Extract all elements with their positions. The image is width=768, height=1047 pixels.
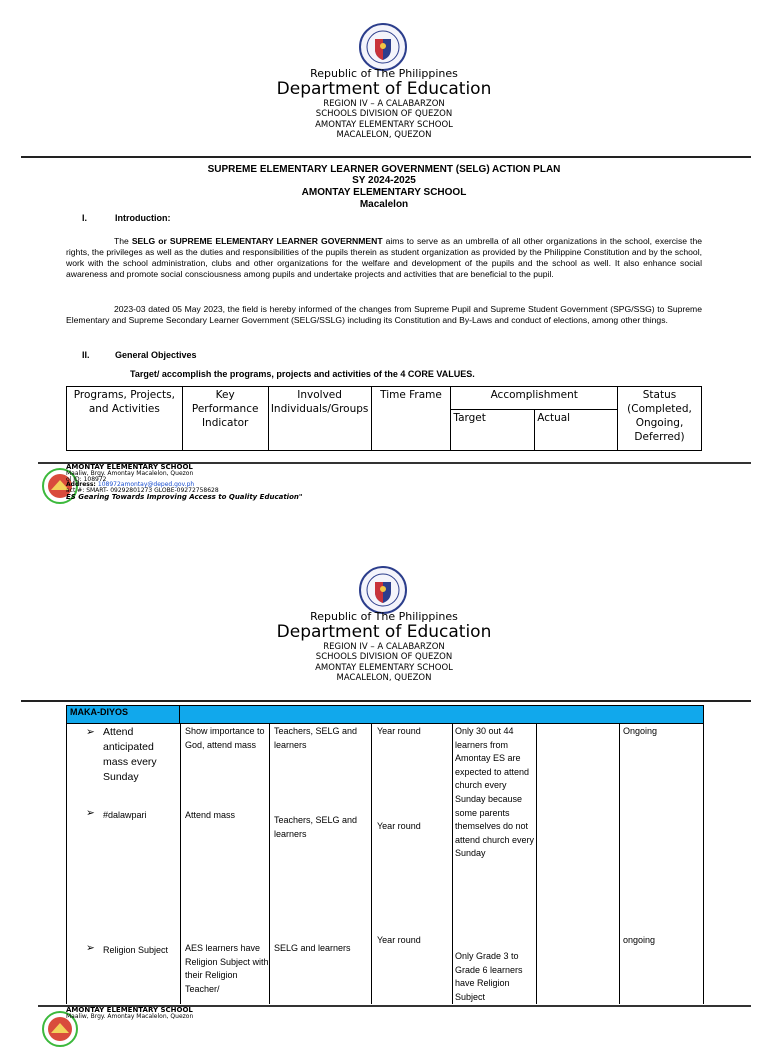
list-item: ➢ #dalawpari (86, 807, 147, 820)
target-cell: Only 30 out 44 learners from Amontay ES are expected to attend church every Sunday because some parents themselves do not attend church every Sunday (455, 726, 535, 859)
school-text: AMONTAY ELEMENTARY SCHOOL (315, 663, 453, 673)
footer-info (66, 463, 303, 501)
time-frame-cell: Year round (377, 821, 421, 831)
footer-address: Maaliw, Brgy. Amontay Macalelon, Quezon (66, 1013, 194, 1020)
time-frame-cell: Year round (377, 935, 421, 945)
page-1 (0, 0, 768, 520)
intro-heading: Introduction: (115, 213, 171, 223)
deped-seal-icon (358, 565, 408, 615)
objectives-target: Target/ accomplish the programs, projects and activities of the 4 CORE VALUES. (130, 369, 475, 379)
school-year: SY 2024-2025 (352, 175, 416, 186)
action-plan-header-table (66, 386, 702, 451)
footer-school-id: ol ID: 108972 (66, 475, 107, 483)
col-programs: Programs, Projects, and Activities (67, 387, 183, 451)
header-divider (21, 156, 751, 158)
department-title: Department of Education (276, 622, 492, 642)
bullet-arrow-icon: ➢ (86, 726, 95, 738)
footer-school-name: AMONTAY ELEMENTARY SCHOOL (66, 463, 193, 471)
deped-seal-icon (358, 22, 408, 72)
plan-title: SUPREME ELEMENTARY LEARNER GOVERNMENT (SELG) ACTION PLAN (207, 164, 561, 175)
col-target: Target (451, 410, 535, 451)
page-2 (0, 545, 768, 1024)
division-text: SCHOOLS DIVISION OF QUEZON (315, 109, 453, 119)
intro-paragraph-2: 2023-03 dated 05 May 2023, the field is hereby informed of the changes from Supreme Pupil and Supreme Student Government (SPG/SSG) to Supreme Elementary and Supreme Secondary Learner Government (SELG/SSLG) including its Constitution and By-Laws and conduct of elections, among other things. (66, 304, 702, 325)
col-involved: Involved Individuals/Groups (268, 387, 371, 451)
kpi-cell: Show importance to God, attend mass (185, 726, 265, 750)
list-item: ➢ Religion Subject (86, 942, 169, 955)
core-value-table (66, 705, 704, 1005)
target-cell: Only Grade 3 to Grade 6 learners have Religion Subject (455, 951, 523, 1002)
plan-town: Macalelon (359, 199, 409, 210)
col-actual: Actual (535, 410, 618, 451)
col-accomplishment: Accomplishment (451, 387, 618, 410)
region-text: REGION IV – A CALABARZON (323, 642, 445, 652)
footer-email-link[interactable]: 108972amontay@deped.gov.ph (97, 481, 195, 489)
involved-cell: Teachers, SELG and learners (274, 726, 358, 750)
republic-text: Republic of The Philippines (310, 610, 458, 623)
list-item: ➢ Attend anticipated mass every Sunday (86, 726, 157, 783)
section-number-2: II. (82, 350, 90, 360)
location-text: MACALELON, QUEZON (336, 673, 432, 683)
bullet-arrow-icon: ➢ (86, 807, 95, 819)
bullet-arrow-icon: ➢ (86, 942, 95, 954)
footer-school-name: AMONTAY ELEMENTARY SCHOOL (66, 1006, 193, 1014)
time-frame-cell: Year round (377, 726, 421, 736)
republic-text: Republic of The Philippines (310, 67, 458, 80)
plan-school: AMONTAY ELEMENTARY SCHOOL (301, 187, 467, 198)
kpi-cell: AES learners have Religion Subject with their Religion Teacher/ (185, 943, 269, 994)
kpi-cell: Attend mass (185, 810, 236, 820)
core-value-band (180, 705, 704, 724)
involved-cell: Teachers, SELG and learners (274, 815, 358, 839)
region-text: REGION IV – A CALABARZON (323, 99, 445, 109)
footer-address: Maaliw, Brgy. Amontay Macalelon, Quezon (66, 470, 194, 477)
location-text: MACALELON, QUEZON (336, 130, 432, 140)
division-text: SCHOOLS DIVISION OF QUEZON (315, 652, 453, 662)
school-text: AMONTAY ELEMENTARY SCHOOL (315, 120, 453, 130)
col-kpi: Key Performance Indicator (182, 387, 268, 451)
col-status: Status (Completed, Ongoing, Deferred) (618, 387, 702, 451)
section-number-1: I. (82, 213, 88, 223)
status-cell: Ongoing (623, 726, 658, 736)
footer-info (66, 1006, 193, 1020)
header-divider (21, 700, 751, 702)
status-cell: ongoing (623, 935, 656, 945)
footer-phone: act #: SMART- 09292801273 GLOBE-09272758628 (66, 486, 219, 494)
objectives-heading: General Objectives (115, 350, 197, 360)
footer-motto: ES Gearing Towards Improving Access to Quality Education" (66, 493, 303, 502)
involved-cell: SELG and learners (274, 943, 351, 953)
department-title: Department of Education (276, 79, 492, 99)
footer-email-line: Address: 108972amontay@deped.gov.ph (66, 481, 195, 489)
core-value-label: MAKA-DIYOS (66, 705, 180, 724)
intro-paragraph-1: The SELG or SUPREME ELEMENTARY LEARNER GOVERNMENT aims to serve as an umbrella of all other organizations in the school, exercise the rights, the privileges as well as the duties and responsibilities of the pupils therein as student organization as provided by the Philippine Constitution and by the school, work with the school administration, clubs and other organizations for the welfare and development of the pupils and the school as well. It also enhance social awareness and promote social consciousness among pupils and undertake projects and activities that are beneficial to the pupil. (66, 236, 702, 279)
col-time-frame: Time Frame (371, 387, 451, 451)
